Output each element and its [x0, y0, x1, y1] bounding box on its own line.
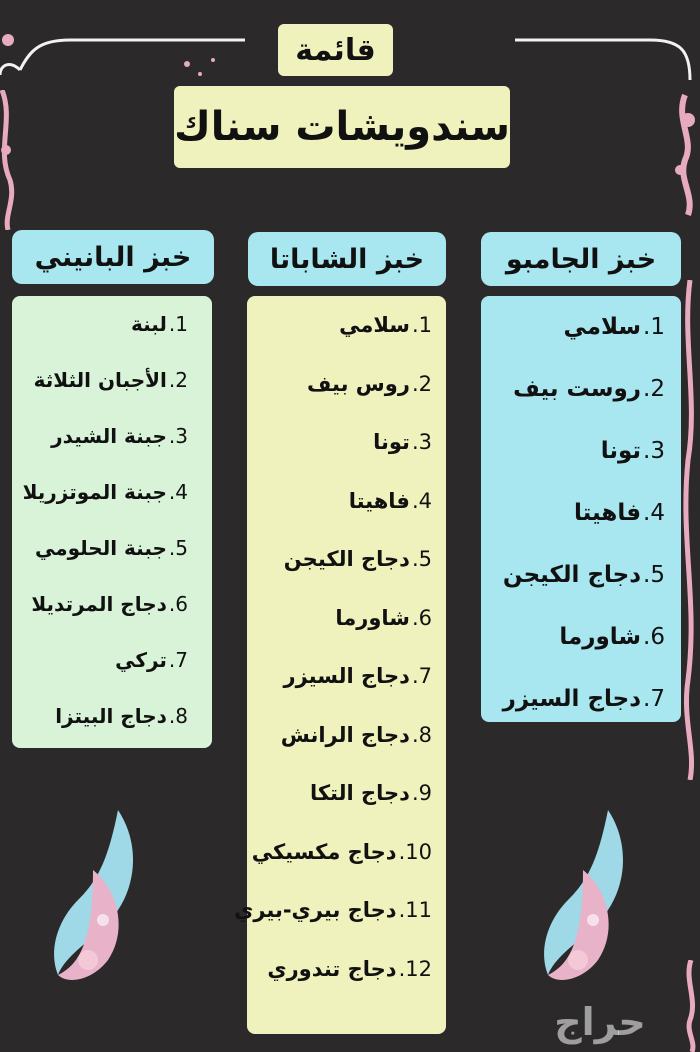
item-label: تونا [600, 438, 642, 464]
list-item [12, 464, 212, 520]
list-item [12, 352, 212, 408]
ornament-top-left [0, 0, 250, 90]
list-item [481, 482, 681, 544]
list-item [481, 606, 681, 668]
item-label: جبنة الحلومي [34, 536, 167, 560]
title-label-menu: قائمة [278, 24, 393, 76]
header-ciabatta-bread: خبز الشاباتا [248, 232, 446, 286]
item-label: سلامي [339, 313, 410, 338]
watermark-logo: حراج [554, 1000, 646, 1044]
title-label-snack-sandwiches: سندويشات سناك [174, 86, 510, 168]
list-item [481, 668, 681, 730]
list-item [247, 530, 446, 589]
list-item [481, 296, 681, 358]
item-number: 9. [411, 781, 432, 806]
item-number: 2. [411, 371, 432, 396]
list-item [247, 355, 446, 414]
item-number: 5. [168, 536, 188, 560]
item-label: فاهيتا [348, 488, 410, 513]
item-number: 1. [643, 314, 665, 340]
item-number: 1. [168, 312, 188, 336]
item-label: جبنة الشيدر [51, 424, 167, 448]
item-number: 4. [643, 500, 665, 526]
item-label: دجاج تندوري [267, 956, 397, 981]
item-number: 8. [411, 722, 432, 747]
item-label: دجاج الرانش [280, 722, 410, 747]
list-item [247, 764, 446, 823]
list-item [247, 413, 446, 472]
list-item [247, 589, 446, 648]
list-item [12, 296, 212, 352]
list-item [234, 881, 446, 940]
item-label: لبنة [130, 312, 167, 336]
list-jumbo-bread [481, 296, 681, 722]
item-number: 3. [643, 438, 665, 464]
item-number: 1. [411, 313, 432, 338]
item-number: 3. [168, 424, 188, 448]
list-item [247, 472, 446, 531]
item-number: 4. [168, 480, 188, 504]
item-number: 12. [398, 956, 432, 981]
ornament-bottom-right [682, 960, 700, 1052]
list-item [247, 940, 446, 999]
list-item [247, 706, 446, 765]
item-number: 6. [168, 592, 188, 616]
ornament-right-edge [680, 280, 700, 780]
item-label: دجاج السيزر [283, 664, 410, 689]
item-label: دجاج الكيجن [502, 562, 642, 588]
list-panini-bread [12, 296, 212, 748]
item-number: 10. [398, 839, 432, 864]
item-label: دجاج البيتزا [55, 704, 167, 728]
list-item [12, 688, 212, 744]
item-number: 5. [643, 562, 665, 588]
ciabatta-items [234, 296, 446, 998]
item-label: دجاج الكيجن [283, 547, 410, 572]
item-number: 7. [643, 686, 665, 712]
item-label: تركي [115, 648, 167, 672]
item-label: تونا [373, 430, 410, 455]
item-label: دجاج السيزر [502, 686, 642, 712]
jumbo-items [481, 296, 681, 730]
list-item [12, 520, 212, 576]
header-panini-bread: خبز البانيني [12, 230, 214, 284]
list-item [481, 544, 681, 606]
item-number: 4. [411, 488, 432, 513]
item-number: 6. [643, 624, 665, 650]
item-label: دجاج مكسيكي [251, 839, 397, 864]
list-item [247, 823, 446, 882]
item-number: 11. [398, 898, 432, 923]
item-label: شاورما [559, 624, 642, 650]
list-item [481, 358, 681, 420]
list-item [12, 632, 212, 688]
item-label: دجاج بيري-بيري [234, 898, 397, 923]
paisley-ornament-left [48, 800, 148, 990]
item-label: روست بيف [513, 376, 642, 402]
item-number: 5. [411, 547, 432, 572]
ornament-top-right [510, 0, 700, 220]
item-label: روس بيف [307, 371, 410, 396]
list-item [247, 647, 446, 706]
list-item [247, 296, 446, 355]
item-number: 6. [411, 605, 432, 630]
item-label: سلامي [563, 314, 642, 340]
paisley-ornament-right [538, 800, 638, 990]
item-number: 8. [168, 704, 188, 728]
list-ciabatta-bread [234, 296, 446, 1034]
item-number: 7. [168, 648, 188, 672]
header-jumbo-bread: خبز الجامبو [481, 232, 681, 286]
list-item [12, 576, 212, 632]
item-label: الأجبان الثلاثة [33, 368, 167, 392]
panini-items [12, 296, 212, 744]
ornament-left-edge [0, 90, 20, 230]
item-number: 2. [643, 376, 665, 402]
list-item [12, 408, 212, 464]
item-label: دجاج المرتديلا [31, 592, 167, 616]
item-label: شاورما [335, 605, 410, 630]
item-label: جبنة الموتزريلا [22, 480, 167, 504]
item-number: 3. [411, 430, 432, 455]
list-item [481, 420, 681, 482]
item-label: فاهيتا [573, 500, 642, 526]
item-label: دجاج التكا [309, 781, 410, 806]
item-number: 7. [411, 664, 432, 689]
item-number: 2. [168, 368, 188, 392]
